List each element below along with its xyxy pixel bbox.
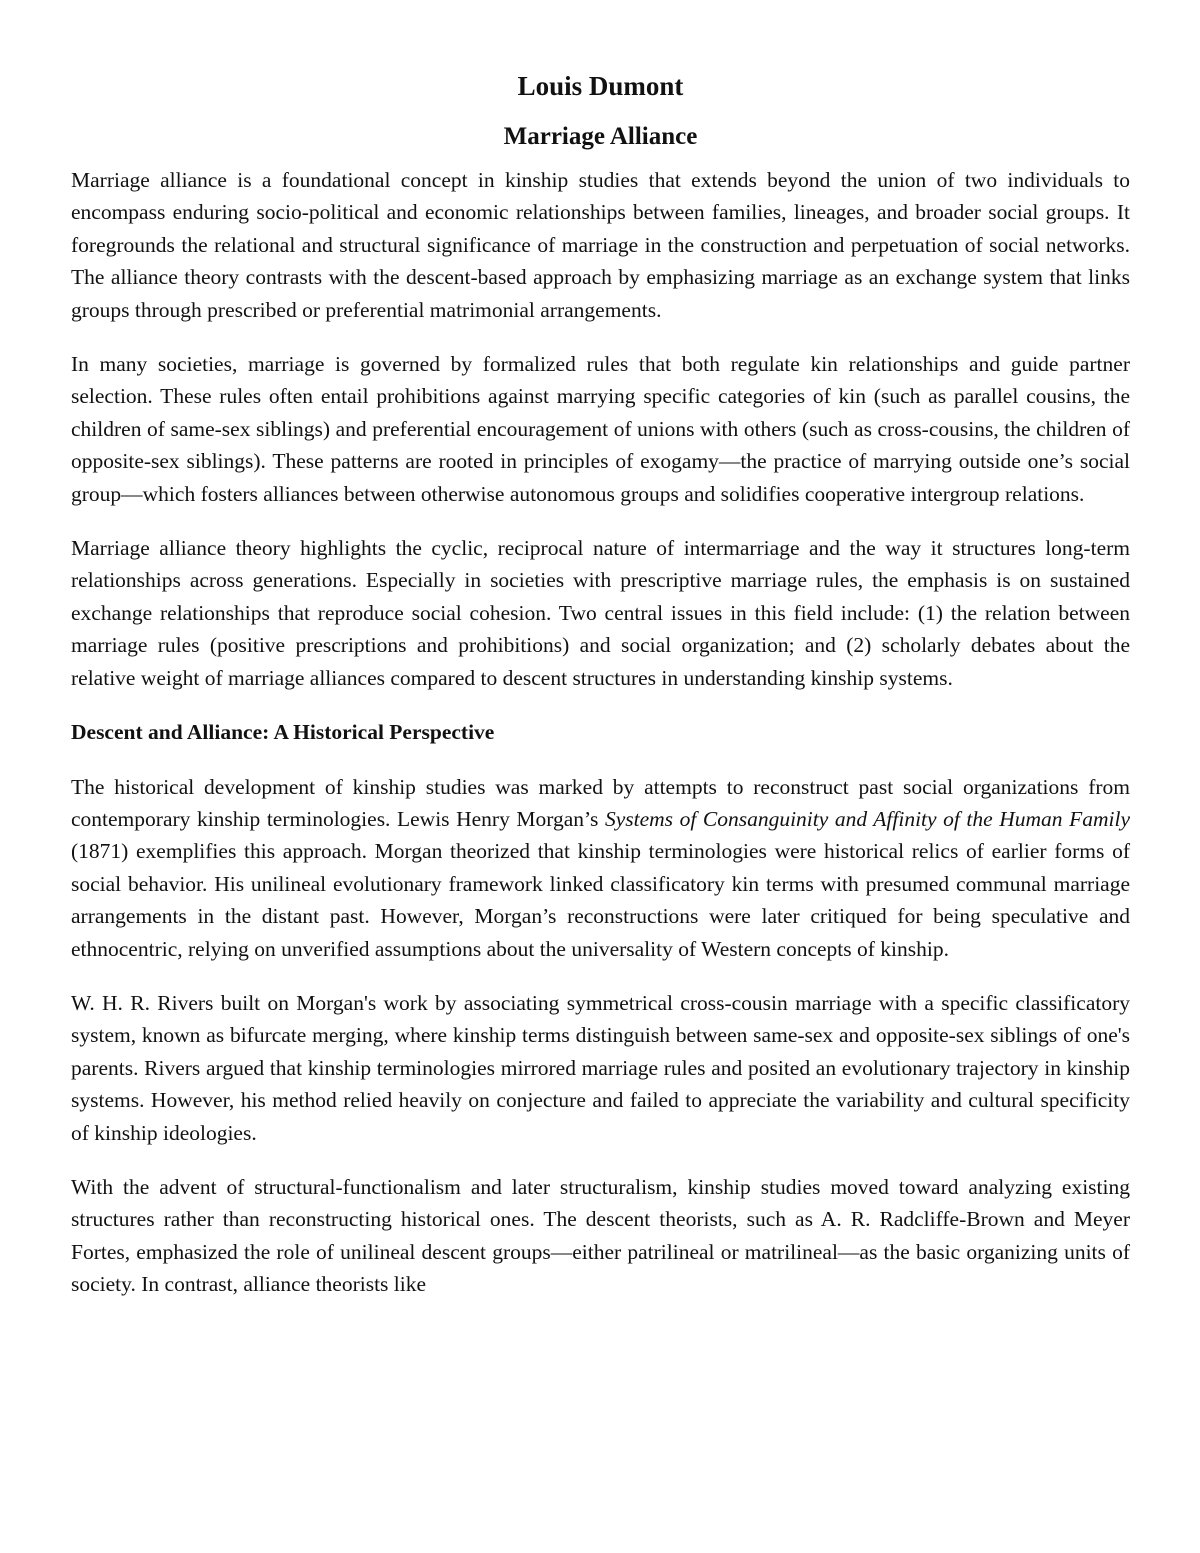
paragraph-3: Marriage alliance theory highlights the cyclic, reciprocal nature of intermarriage and the way it structures long-term relationships across generations. Especially in societies with prescriptive marriage rules, the emphasis is on sustained exchange relationships that reproduce social cohesion. Two central issues in this field include: (1) the relation between marriage rules (positive prescriptions and prohibitions) and social organization; and (2) scholarly debates about the relative weight of marriage alliances compared to descent structures in understanding kinship systems. (71, 536, 1130, 690)
paragraph-5: W. H. R. Rivers built on Morgan's work by associating symmetrical cross-cousin marriage with a specific classificatory system, known as bifurcate merging, where kinship terms distinguish between same-sex and opposite-sex siblings of one's parents. Rivers argued that kinship terminologies mirrored marriage rules and posited an evolutionary trajectory in kinship systems. However, his method relied heavily on conjecture and failed to appreciate the variability and cultural specificity of kinship ideologies. (71, 990, 1130, 1145)
paragraph-4 (71, 771, 1130, 965)
section-heading: Descent and Alliance: A Historical Perspective (71, 720, 495, 745)
paragraph-6: With the advent of structural-functionalism and later structuralism, kinship studies moved toward analyzing existing structures rather than reconstructing historical ones. The descent theorists, such as A. R. Radcliffe-Brown and Meyer Fortes, emphasized the role of unilineal descent groups—either patrilineal or matrilineal—as the basic organizing units of society. In contrast, alliance theorists like (71, 1174, 1130, 1297)
document-page (71, 66, 1130, 1323)
author-heading: Louis Dumont (517, 71, 684, 101)
book-title: Systems of Consanguinity and Affinity of the Human Family (604, 806, 1131, 831)
paragraph-2: In many societies, marriage is governed by formalized rules that both regulate kin relationships and guide partner selection. These rules often entail prohibitions against marrying specific categories of kin (such as parallel cousins, the children of same-sex siblings) and preferential encouragement of unions with others (such as cross-cousins, the children of opposite-sex siblings). These patterns are rooted in principles of exogamy—the practice of marrying outside one’s social group—which fosters alliances between otherwise autonomous groups and solidifies cooperative intergroup relations. (71, 352, 1130, 506)
document-title: Marriage Alliance (503, 123, 698, 150)
paragraph-4-text-before: The historical development of kinship studies was marked by attempts to reconstruct past social organizations from contemporary kinship terminologies. Lewis Henry Morgan’s (71, 774, 1130, 831)
paragraph-1: Marriage alliance is a foundational concept in kinship studies that extends beyond the union of two individuals to encompass enduring socio-political and economic relationships between families, lineages, and broader social groups. It foregrounds the relational and structural significance of marriage in the construction and perpetuation of social networks. The alliance theory contrasts with the descent-based approach by emphasizing marriage as an exchange system that links groups through prescribed or preferential matrimonial arrangements. (71, 168, 1130, 322)
paragraph-4-text-after: (1871) exemplifies this approach. Morgan theorized that kinship terminologies were historical relics of earlier forms of social behavior. His unilineal evolutionary framework linked classificatory kin terms with presumed communal marriage arrangements in the distant past. However, Morgan’s reconstructions were later critiqued for being speculative and ethnocentric, relying on unverified assumptions about the universality of Western concepts of kinship. (71, 839, 1130, 961)
